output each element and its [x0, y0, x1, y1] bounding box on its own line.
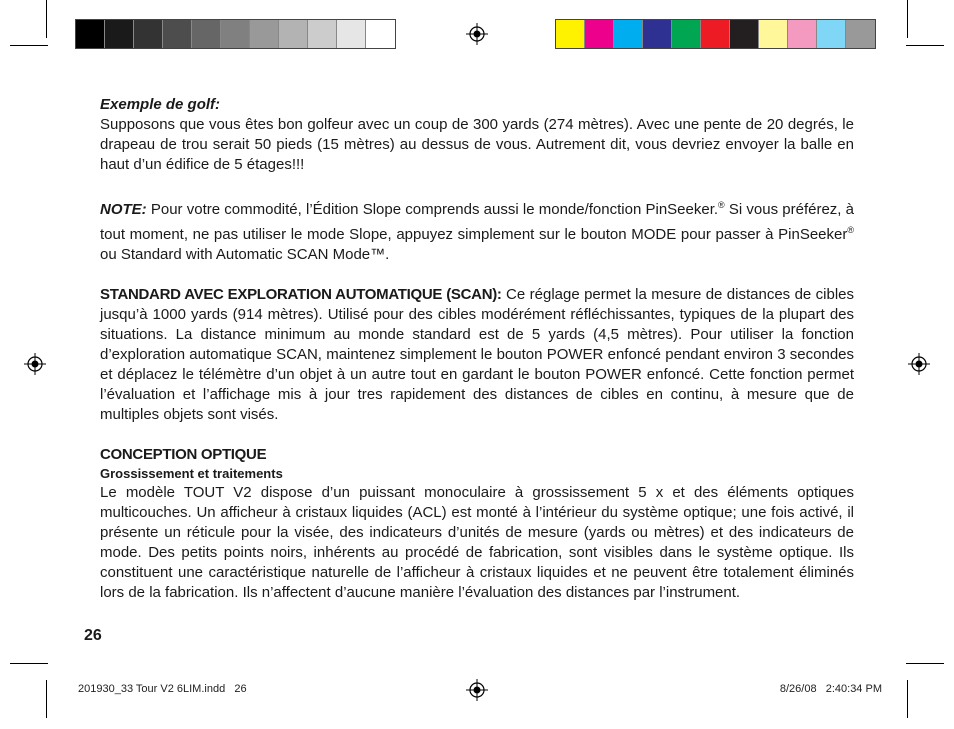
color-swatch: [701, 20, 730, 48]
slug-date-info: 8/26/08 2:40:34 PM: [779, 683, 882, 695]
color-swatch: [337, 20, 366, 48]
example-heading: Exemple de golf:: [100, 96, 221, 113]
crop-mark: [46, 0, 47, 38]
registration-mark-icon: [466, 23, 488, 45]
page-body: [100, 95, 854, 603]
color-swatch: [279, 20, 308, 48]
registration-mark-icon: [466, 679, 488, 701]
crop-mark: [906, 45, 944, 46]
standard-label: STANDARD AVEC EXPLORATION AUTOMATIQUE (SCAN):: [100, 286, 502, 303]
note-text: Pour votre commodité, l’Édition Slope comprends aussi le monde/fonction PinSeeker.: [146, 201, 719, 218]
grayscale-color-bar: [75, 19, 396, 49]
process-color-bar: [555, 19, 876, 49]
optics-subheading: Grossissement et traitements: [100, 466, 283, 481]
color-swatch: [614, 20, 643, 48]
standard-paragraph: [100, 285, 854, 425]
optics-heading: CONCEPTION OPTIQUE: [100, 446, 267, 463]
registered-mark: ®: [718, 200, 725, 210]
crop-mark: [46, 680, 47, 718]
color-swatch: [643, 20, 672, 48]
registered-mark: ®: [847, 225, 854, 235]
color-swatch: [163, 20, 192, 48]
color-swatch: [846, 20, 875, 48]
color-swatch: [817, 20, 846, 48]
color-swatch: [308, 20, 337, 48]
note-text: ou Standard with Automatic SCAN Mode™.: [100, 246, 390, 263]
crop-mark: [907, 680, 908, 718]
crop-mark: [10, 663, 48, 664]
registration-mark-icon: [908, 353, 930, 375]
color-swatch: [221, 20, 250, 48]
slug-file-info: 201930_33 Tour V2 6LIM.indd 26: [78, 683, 247, 695]
color-swatch: [76, 20, 105, 48]
crop-mark: [907, 0, 908, 38]
registration-mark-icon: [24, 353, 46, 375]
color-swatch: [250, 20, 279, 48]
note-label: NOTE:: [100, 201, 147, 218]
color-swatch: [192, 20, 221, 48]
optics-paragraph: Le modèle TOUT V2 dispose d’un puissant monoculaire à grossissement 5 x et des éléments optiques multicouches. Un afficheur à cristaux liquides (ACL) est monté à l’intérieur du système optique; une fois activé, il présente un réticule pour la visée, des indicateurs d’unités de mesure (yards ou mètres) et des indicateurs de mode. Des petits points noirs, inhérents au procédé de fabrication, sont visibles dans le système optique. Ils constituent une caractéristique naturelle de l’afficheur à cristaux liquides et ne peuvent être totalement éliminés lors de la fabrication. Ils n’affectent d’aucune manière l’évaluation des distances par l’instrument.: [100, 484, 854, 601]
color-swatch: [105, 20, 134, 48]
color-swatch: [788, 20, 817, 48]
color-swatch: [366, 20, 395, 48]
color-swatch: [585, 20, 614, 48]
color-swatch: [730, 20, 759, 48]
note-paragraph: [100, 195, 854, 265]
crop-mark: [10, 45, 48, 46]
page-number: 26: [84, 627, 102, 644]
color-swatch: [556, 20, 585, 48]
note-text: Si vous préférez, à tout moment, ne pas utiliser le mode Slope, appuyez simplement sur le bouton MODE pour passer à PinSeeker: [100, 201, 854, 243]
standard-text: Ce réglage permet la mesure de distances de cibles jusqu’à 1000 yards (914 mètres). Utilisé pour des cibles modérément réfléchissantes, typiques de la plupart des situations. La distance minimum au monde standard est de 5 yards (4,5 mètres). Pour utiliser la fonction d’exploration automatique SCAN, maintenez simplement le bouton POWER enfoncé pendant environ 3 secondes et déplacez le télémètre d’un objet à un autre tout en gardant le bouton POWER enfoncé. Cette fonction permet l’évaluation et l’affichage mis à jour tres rapidement des distances de cibles en continu, à mesure que de multiples objets sont visés.: [100, 286, 855, 423]
color-swatch: [134, 20, 163, 48]
crop-mark: [906, 663, 944, 664]
color-swatch: [672, 20, 701, 48]
color-swatch: [759, 20, 788, 48]
example-paragraph: Supposons que vous êtes bon golfeur avec un coup de 300 yards (274 mètres). Avec une pente de 20 degrés, le drapeau de trou serait 50 pieds (15 mètres) au dessus de vous. Autrement dit, vous devriez envoyer la balle en haut d’un édifice de 5 étages!!!: [100, 116, 854, 173]
